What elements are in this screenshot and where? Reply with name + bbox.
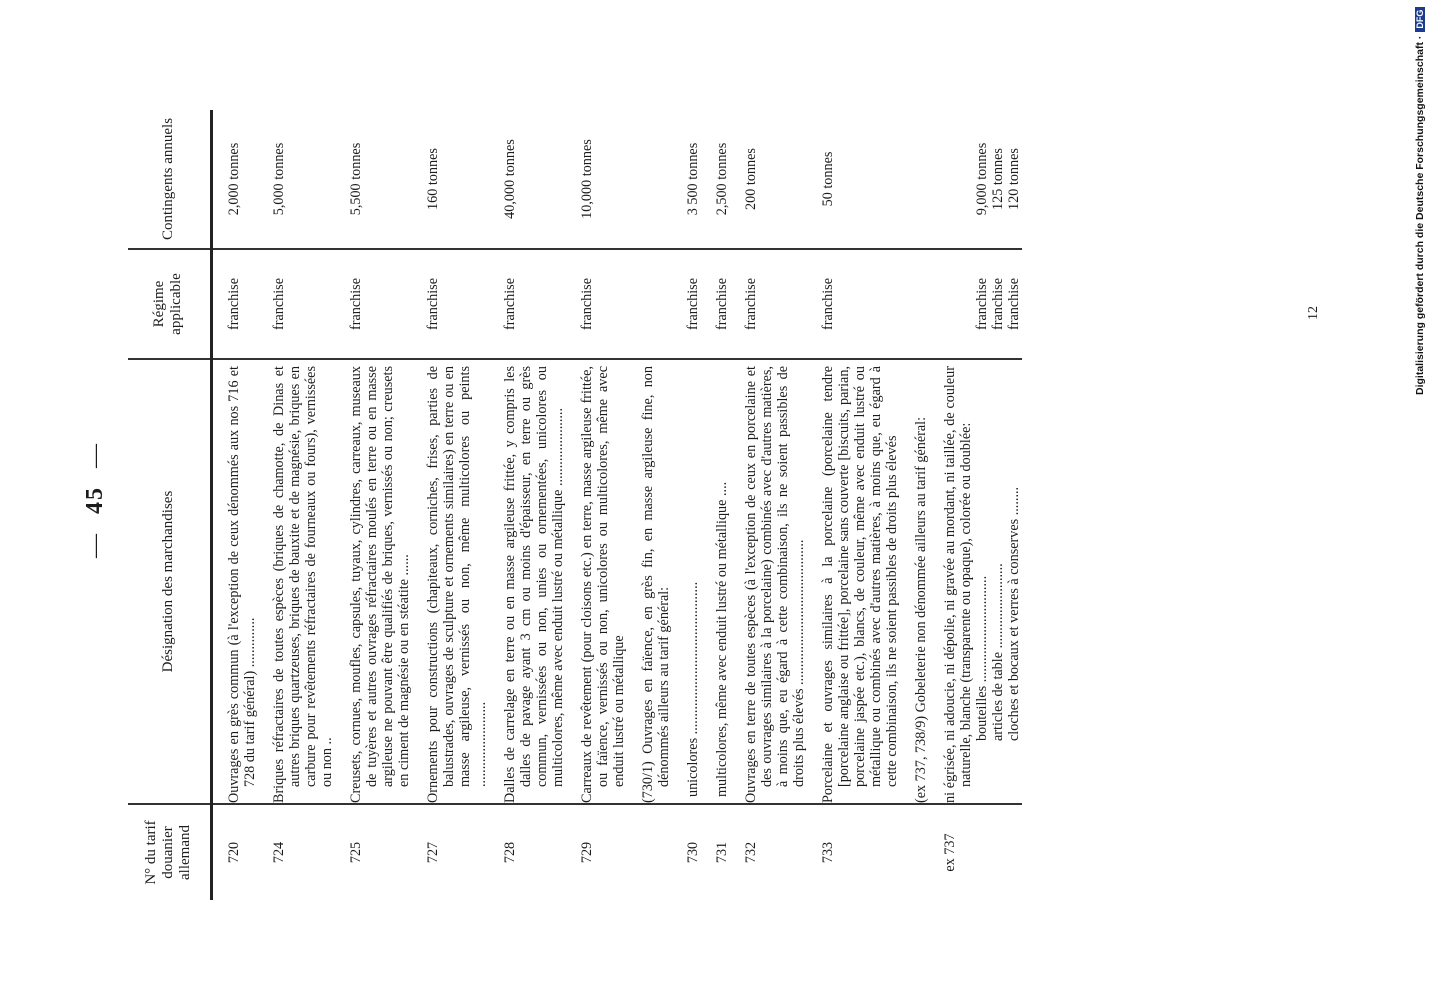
designation-text: bouteilles .............................. bbox=[974, 575, 990, 741]
quota: 5,000 tonnes bbox=[271, 110, 335, 249]
regime: franchise bbox=[990, 249, 1006, 359]
tariff-number: 731 bbox=[714, 841, 730, 864]
table-row bbox=[913, 110, 929, 900]
tariff-number: 720 bbox=[226, 841, 242, 864]
tariff-number: 728 bbox=[502, 841, 518, 864]
designation bbox=[974, 359, 990, 804]
dash-left: — bbox=[82, 532, 108, 558]
quota: 125 tonnes bbox=[990, 110, 1006, 249]
designation: Ouvrages en terre de toutes espèces (à l'exception de ceux en porcelaine et des ouvrages similaires à la porcelaine) combinés avec d'autres matières, à moins que, eu égard à cette combinaison, ils ne soient passibles de droits plus élevés ......................................... bbox=[743, 359, 807, 804]
tariff-number: 733 bbox=[820, 841, 836, 864]
dfg-logo: DFG bbox=[1415, 7, 1425, 32]
tariff-number: 729 bbox=[579, 841, 595, 864]
table-row bbox=[714, 110, 730, 900]
quota: 120 tonnes bbox=[1006, 110, 1022, 249]
table-row bbox=[579, 110, 627, 900]
designation: (730/1) Ouvrages en faïence, en grès fin, en masse argileuse fine, non dénommés ailleurs au tarif général: bbox=[640, 359, 672, 804]
tariff-number: 724 bbox=[271, 841, 287, 864]
regime: franchise bbox=[502, 249, 566, 359]
tariff-number bbox=[1006, 804, 1022, 900]
tariff-number: ex 737 bbox=[942, 833, 958, 872]
regime bbox=[640, 249, 672, 359]
regime: franchise bbox=[714, 249, 730, 359]
tariff-number bbox=[640, 804, 672, 900]
designation: Ouvrages en grès commun (à l'exception de ceux dénommés aux nos 716 et 728 du tarif général) .............. bbox=[226, 359, 258, 804]
quota: 40,000 tonnes bbox=[502, 110, 566, 249]
designation: Carreaux de revêtement (pour cloisons etc.) en terre, masse argileuse frittée, ou faïence, vernissés ou non, unicolores ou multicolores, même avec enduit lustré ou métallique bbox=[579, 359, 627, 804]
table-row bbox=[685, 110, 701, 900]
footer-mark: 12 bbox=[1306, 306, 1321, 320]
table-row bbox=[348, 110, 412, 900]
regime: franchise bbox=[974, 249, 990, 359]
tariff-number bbox=[974, 804, 990, 900]
designation: Dalles de carrelage en terre ou en masse argileuse frittée, y compris les dalles de pavage ayant 3 cm ou moins d'épaisseur, en terre ou grès commun, vernissées ou non, unies ou ornementées, unicolores ou multicolores, même avec enduit lustré ou métallique ...................... bbox=[502, 359, 566, 804]
table-row bbox=[226, 110, 258, 900]
designation: Creusets, cornues, moufles, capsules, tuyaux, cylindres, carreaux, museaux de tuyères et autres ouvrages réfractaires moulés en terre ou en masse argileuse ne pouvant être qualifiés de briques, vernissés ou non; creusets en ciment de magnésie ou en stéatite ...... bbox=[348, 359, 412, 804]
page-number bbox=[82, 0, 109, 1000]
regime: franchise bbox=[1006, 249, 1022, 359]
table-row bbox=[974, 110, 990, 900]
quota bbox=[640, 110, 672, 249]
tariff-number bbox=[913, 804, 929, 900]
table-row bbox=[502, 110, 566, 900]
table-row bbox=[942, 110, 974, 900]
regime: franchise bbox=[226, 249, 258, 359]
tariff-number bbox=[990, 804, 1006, 900]
regime bbox=[913, 249, 929, 359]
regime: franchise bbox=[579, 249, 627, 359]
quota: 5,500 tonnes bbox=[348, 110, 412, 249]
designation: Porcelaine et ouvrages similaires à la porcelaine (porcelaine tendre [porcelaine anglaise ou frittée], porcelaine sans couverte [biscuits, parian, porcelaine jaspée etc.), blancs, de couleur, même avec enduit lustré ou métallique ou combinés avec d'autres matières, à moins que, eu égard à cette combinaison, ils ne soient passibles de droits plus élevés bbox=[820, 359, 900, 804]
designation bbox=[1006, 359, 1022, 804]
tariff-number: 732 bbox=[743, 841, 759, 864]
quota: 160 tonnes bbox=[425, 110, 489, 249]
table-row bbox=[640, 110, 672, 900]
dfg-note-text: Digitalisierung gefördert durch die Deutsche Forschungsgemeinschaft · bbox=[1414, 35, 1426, 395]
designation-text: cloches et bocaux et verres à conserves ........ bbox=[1006, 486, 1022, 741]
tariff-number: 725 bbox=[348, 841, 364, 864]
designation: ni égrisée, ni adoucie, ni dépolie, ni gravée au mordant, ni taillée, de couleur naturelle, blanche (transparente ou opaque), colorée ou doublée: bbox=[942, 359, 974, 804]
regime: franchise bbox=[348, 249, 412, 359]
designation bbox=[990, 359, 1006, 804]
regime: franchise bbox=[820, 249, 900, 359]
table-row bbox=[820, 110, 900, 900]
designation: Ornements pour constructions (chapiteaux, corniches, frises, parties de balustrades, ouvrages de sculpture et ornements similaires) en terre ou en masse argileuse, vernissés ou non, même multicolores ou peints ........................ bbox=[425, 359, 489, 804]
designation: multicolores, même avec enduit lustré ou métallique .... bbox=[714, 359, 730, 804]
regime: franchise bbox=[425, 249, 489, 359]
table-row bbox=[425, 110, 489, 900]
quota: 2,000 tonnes bbox=[226, 110, 258, 249]
tariff-number: 727 bbox=[425, 841, 441, 864]
table-row bbox=[271, 110, 335, 900]
quota bbox=[942, 110, 974, 249]
header-tariff-number: N° du tarif douanier allemand bbox=[128, 804, 212, 900]
tariff-number: 730 bbox=[685, 841, 701, 864]
quota: 2,500 tonnes bbox=[714, 110, 730, 249]
quota: 200 tonnes bbox=[743, 110, 807, 249]
quota: 50 tonnes bbox=[820, 110, 900, 249]
regime: franchise bbox=[743, 249, 807, 359]
regime: franchise bbox=[271, 249, 335, 359]
designation: Briques réfractaires de toutes espèces (briques de chamotte, de Dinas et autres briques quartzeuses, briques de bauxite et de magnésie, briques en carbure pour revêtements réfractaires de fourneaux ou fours), vernissées ou non .. bbox=[271, 359, 335, 804]
quota: 10,000 tonnes bbox=[579, 110, 627, 249]
table-row bbox=[1006, 110, 1022, 900]
header-regime: Régime applicable bbox=[128, 249, 212, 359]
quota: 3 500 tonnes bbox=[685, 110, 701, 249]
tariff-table bbox=[128, 110, 1022, 900]
quota bbox=[913, 110, 929, 249]
header-quota: Contingents annuels bbox=[128, 110, 212, 249]
dfg-side-note bbox=[1410, 10, 1430, 990]
table-row bbox=[743, 110, 807, 900]
regime bbox=[942, 249, 974, 359]
header-designation: Désignation des marchandises bbox=[128, 359, 212, 804]
table-row bbox=[990, 110, 1006, 900]
quota: 9,000 tonnes bbox=[974, 110, 990, 249]
header-row bbox=[128, 110, 212, 900]
regime: franchise bbox=[685, 249, 701, 359]
designation-text: articles de table ........................ bbox=[990, 563, 1006, 741]
page-number-value: 45 bbox=[82, 486, 108, 514]
dash-right: — bbox=[82, 442, 108, 468]
designation: unicolores ........................................... bbox=[685, 359, 701, 804]
designation: (ex 737, 738/9) Gobeleterie non dénommée ailleurs au tarif général: bbox=[913, 359, 929, 804]
